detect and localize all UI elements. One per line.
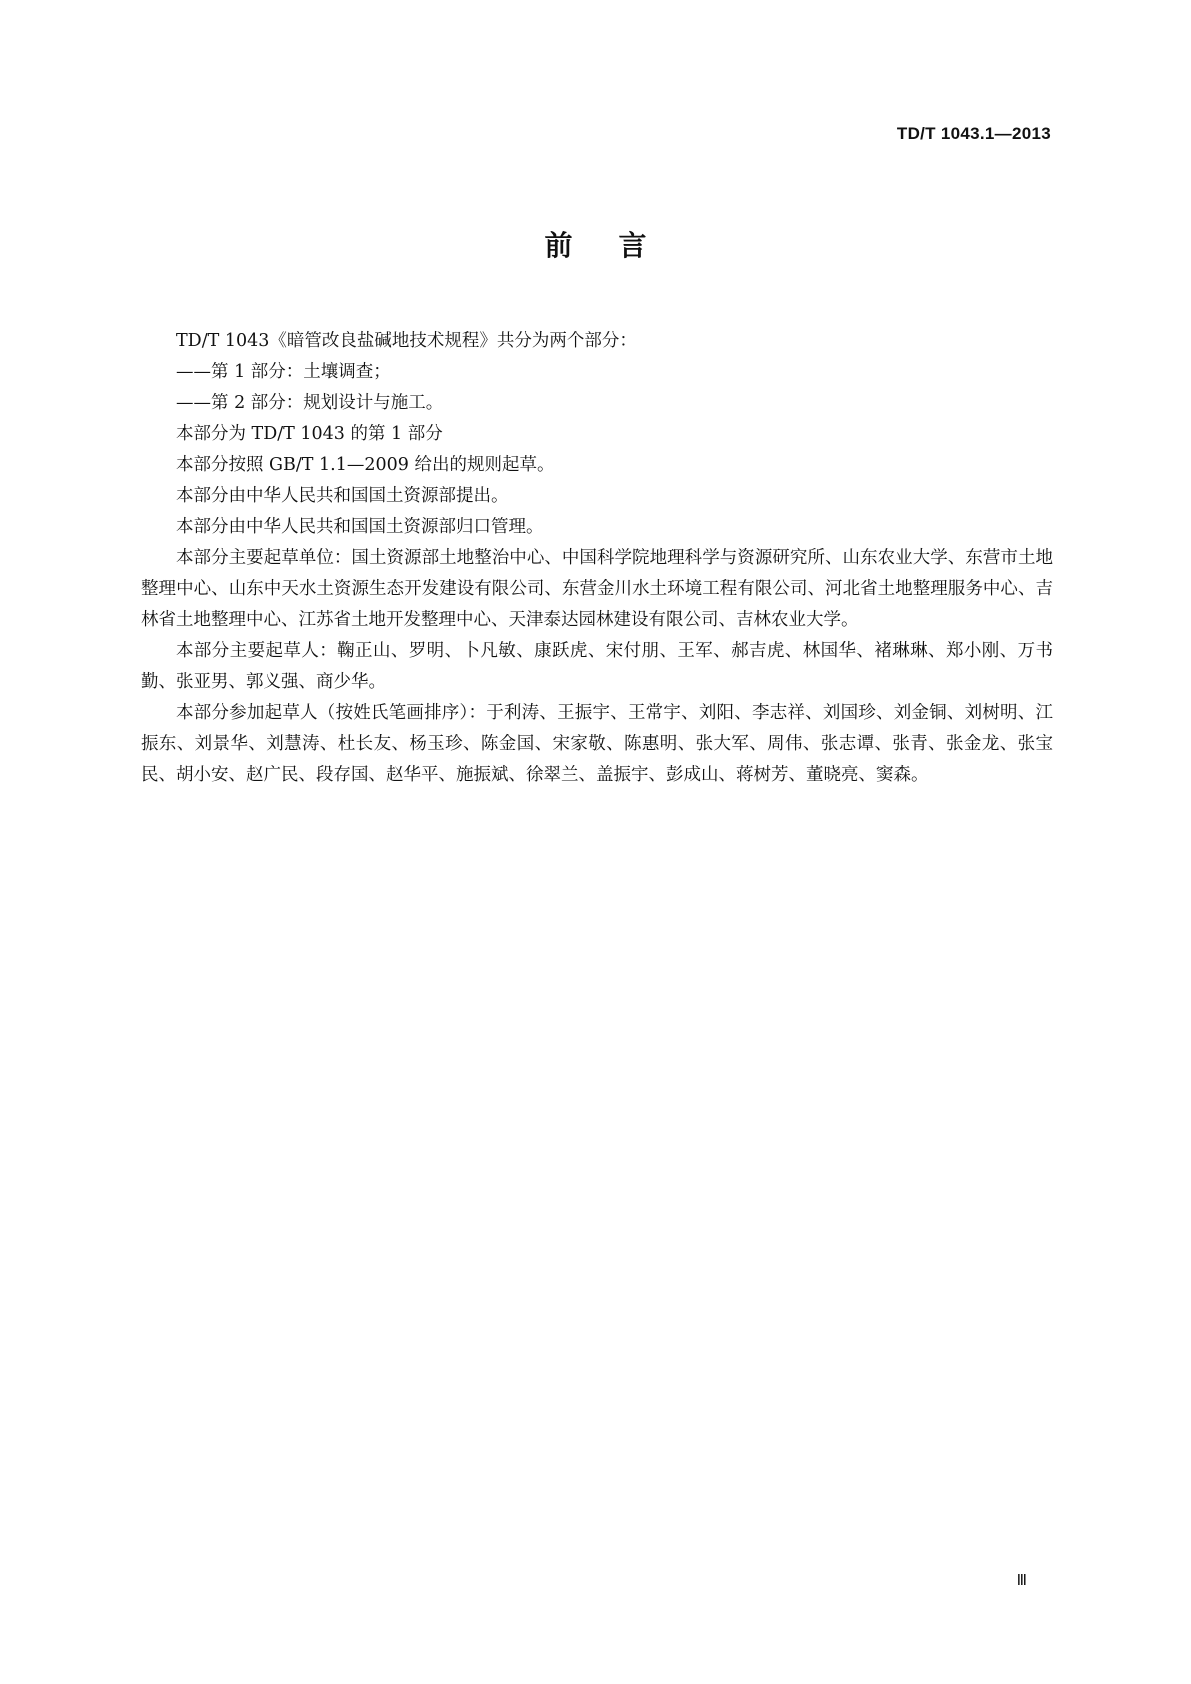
- paragraph-managed-by: 本部分由中华人民共和国国土资源部归口管理。: [176, 517, 544, 537]
- foreword-body: [141, 326, 1053, 791]
- page-number: Ⅲ: [1016, 1573, 1027, 1589]
- paragraph-participating-drafters: 本部分参加起草人（按姓氏笔画排序）：于利涛、王振宇、王常宇、刘阳、李志祥、刘国珍、刘金铜、刘树明、江振东、刘景华、刘慧涛、杜长友、杨玉珍、陈金国、宋家敬、陈惠明、张大军、周伟、张志谭、张青、张金龙、张宝民、胡小安、赵广民、段存国、赵华平、施振斌、徐翠兰、盖振宇、彭成山、蒋树芳、董晓亮、窦森。: [141, 703, 1053, 785]
- paragraph-drafting-units: 本部分主要起草单位：国土资源部土地整治中心、中国科学院地理科学与资源研究所、山东农业大学、东营市土地整理中心、山东中天水土资源生态开发建设有限公司、东营金川水土环境工程有限公司、河北省土地整理服务中心、吉林省土地整理中心、江苏省土地开发整理中心、天津泰达园林建设有限公司、吉林农业大学。: [141, 548, 1053, 630]
- paragraph-part-2: ——第 2 部分：规划设计与施工。: [176, 393, 444, 413]
- paragraph-structure-intro: TD/T 1043《暗管改良盐碱地技术规程》共分为两个部分：: [176, 331, 637, 351]
- standard-code: TD/T 1043.1—2013: [896, 124, 1051, 143]
- page-title: 前言: [544, 229, 693, 262]
- paragraph-this-part: 本部分为 TD/T 1043 的第 1 部分: [176, 424, 443, 444]
- paragraph-drafting-rules: 本部分按照 GB/T 1.1—2009 给出的规则起草。: [176, 455, 555, 475]
- paragraph-proposed-by: 本部分由中华人民共和国国土资源部提出。: [176, 486, 509, 506]
- paragraph-part-1: ——第 1 部分：土壤调查；: [176, 362, 391, 382]
- paragraph-main-drafters: 本部分主要起草人：鞠正山、罗明、卜凡敏、康跃虎、宋付朋、王军、郝吉虎、林国华、褚琳琳、郑小刚、万书勤、张亚男、郭义强、商少华。: [141, 641, 1053, 692]
